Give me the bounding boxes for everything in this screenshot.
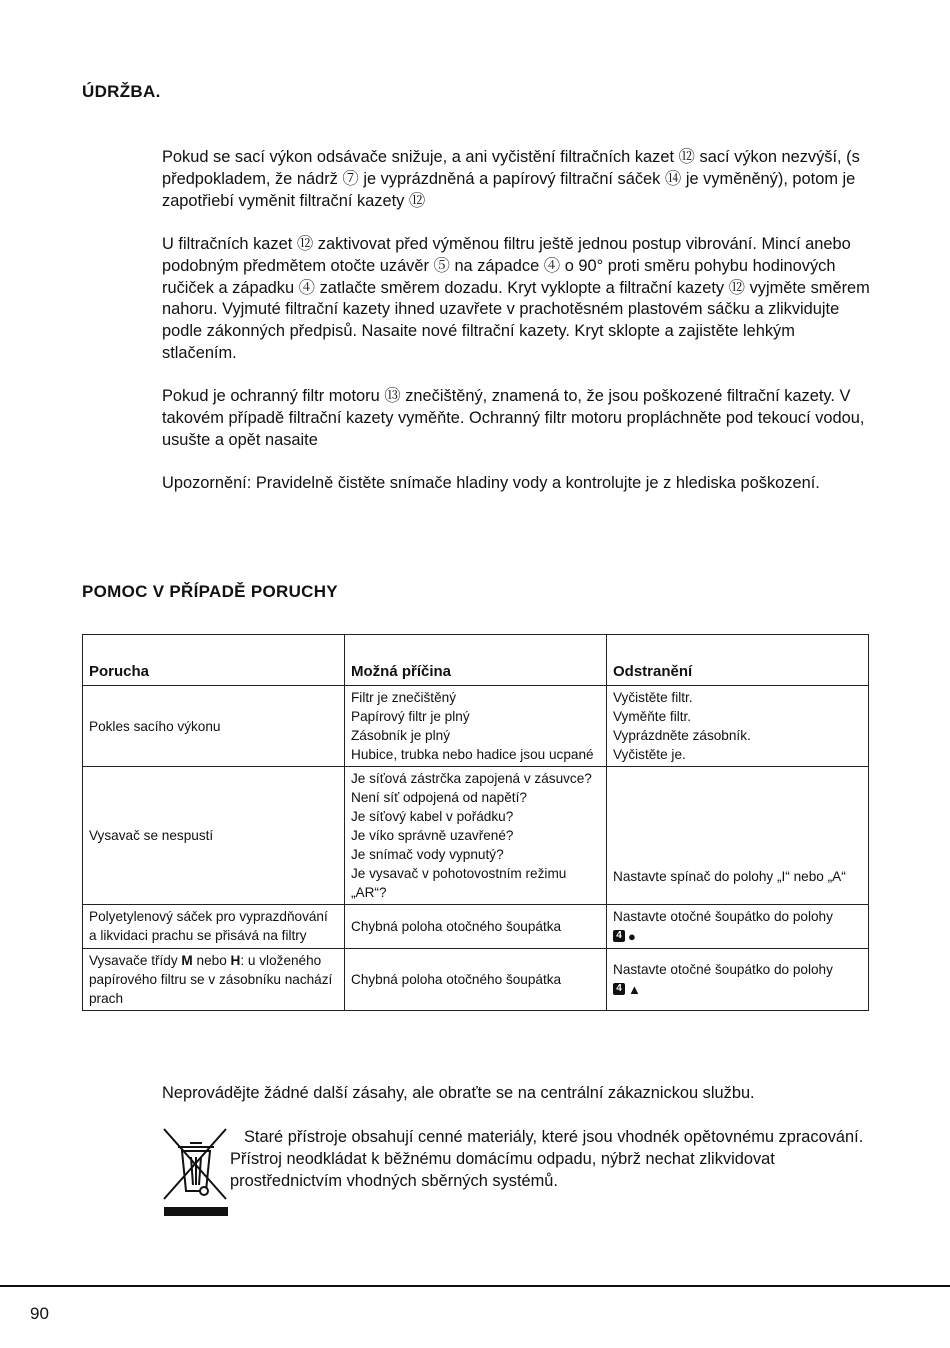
remedy-item: Nastavte spínač do polohy „I“ nebo „A“ <box>613 869 846 884</box>
class-h-label: H <box>230 952 241 968</box>
cause-item: Je síťová zástrčka zapojená v zásuvce? <box>351 771 592 786</box>
remedy-cell <box>607 905 869 949</box>
header-remedy: Odstranění <box>607 635 869 686</box>
cause-item: Zásobník je plný <box>351 728 450 743</box>
header-fault: Porucha <box>83 635 345 686</box>
maintenance-warning: Upozornění: Pravidelně čistěte snímače hladiny vody a kontrolujte je z hlediska poškození. <box>162 474 820 492</box>
recycling-text: Staré přístroje obsahují cenné materiály, které jsou vhodnék opětovnému zpracování. Přístroj neodkládat k běžnému domácímu odpadu, nýbrž nechat zlikvidovat prostřednictvím vhodných sběrných systémů. <box>230 1128 864 1190</box>
table-row <box>83 948 869 1010</box>
fault-text: nebo <box>192 952 231 968</box>
cause-cell <box>345 767 607 905</box>
maintenance-heading: ÚDRŽBA. <box>82 82 161 101</box>
cause-item: Je víko správně uzavřené? <box>351 828 514 843</box>
cause-item: Filtr je znečištěný <box>351 690 457 705</box>
fault-cell: Vysavač se nespustí <box>83 767 345 905</box>
remedy-cell <box>607 686 869 767</box>
remedy-item: Nastavte otočné šoupátko do polohy <box>613 909 833 924</box>
fault-text: : u vloženého papírového filtru se v zásobníku nachází prach <box>89 952 333 1006</box>
remedy-item: Nastavte otočné šoupátko do polohy <box>613 961 833 977</box>
cause-item: Je vysavač v pohotovostním režimu „AR“? <box>351 866 567 900</box>
cause-item: Je snímač vody vypnutý? <box>351 847 504 862</box>
header-cause: Možná příčina <box>345 635 607 686</box>
maintenance-paragraph-1: Pokud se sací výkon odsávače snižuje, a ani vyčistění filtračních kazet ⑫ sací výkon nezvýší, (s předpokladem, že nádrž ⑦ je vyprázdněná a papírový filtrační sáček ⑭ je vyměněný), potom je zapotřiebí vyměnit filtrační kazety ⑫ <box>162 148 860 210</box>
remedy-item: Vyprázdněte zásobník. <box>613 728 751 743</box>
troubleshooting-heading: POMOC V PŘÍPADĚ PORUCHY <box>82 582 338 601</box>
footer-divider <box>0 1285 950 1287</box>
remedy-item: Vyčistěte filtr. <box>613 690 693 705</box>
remedy-item: Vyčistěte je. <box>613 747 686 762</box>
fault-cell <box>83 948 345 1010</box>
fault-cell: Pokles sacího výkonu <box>83 686 345 767</box>
cause-cell: Chybná poloha otočného šoupátka <box>345 905 607 949</box>
position-badge: 4 <box>613 930 625 942</box>
maintenance-paragraph-2: U filtračních kazet ⑫ zaktivovat před výměnou filtru ještě jednou postup vibrování. Mincí anebo podobným předmětem otočte uzávěr ⑤ na západce ④ o 90° proti směru pohybu hodinových ručiček a západku ④ zatlačte směrem dozadu. Kryt vyklopte a filtrační kazety ⑫ vyjměte směrem nahoru. Vyjmuté filtrační kazety ihned uzavřete v prachotěsném plastovém sáčku a zlikvidujte podle zákonných předpisů. Nasaite nové filtrační kazety. Kryt sklopte a zajistěte lehkým stlačením. <box>162 235 870 362</box>
cause-item: Hubice, trubka nebo hadice jsou ucpané <box>351 747 594 762</box>
table-header-row <box>83 635 869 686</box>
remedy-cell <box>607 767 869 905</box>
crossed-out-wheelie-bin-icon <box>162 1127 230 1219</box>
cause-cell <box>345 686 607 767</box>
class-m-label: M <box>181 952 193 968</box>
fault-text: Vysavače třídy <box>89 952 182 968</box>
page-number: 90 <box>30 1304 49 1323</box>
maintenance-paragraph-3: Pokud je ochranný filtr motoru ⑬ znečištěný, znamená to, že jsou poškozené filtrační kazety. V takovém případě filtrační kazety vyměňte. Ochranný filtr motoru propláchněte pod tekoucí vodou, usušte a opět nasaite <box>162 387 865 449</box>
cause-item: Je síťový kabel v pořádku? <box>351 809 514 824</box>
troubleshooting-table <box>82 634 869 1011</box>
position-triangle-symbol: ▲ <box>628 981 641 997</box>
table-row <box>83 767 869 905</box>
service-note: Neprovádějte žádné další zásahy, ale obraťte se na centrální zákaznickou službu. <box>162 1084 755 1102</box>
position-dot-symbol: ● <box>628 928 636 944</box>
cause-item: Není síť odpojená od napětí? <box>351 790 527 805</box>
remedy-cell <box>607 948 869 1010</box>
cause-cell: Chybná poloha otočného šoupátka <box>345 948 607 1010</box>
fault-cell: Polyetylenový sáček pro vyprazdňování a likvidaci prachu se přisává na filtry <box>83 905 345 949</box>
table-row <box>83 686 869 767</box>
cause-item: Papírový filtr je plný <box>351 709 470 724</box>
table-row <box>83 905 869 949</box>
remedy-item: Vyměňte filtr. <box>613 709 692 724</box>
position-badge: 4 <box>613 983 625 995</box>
